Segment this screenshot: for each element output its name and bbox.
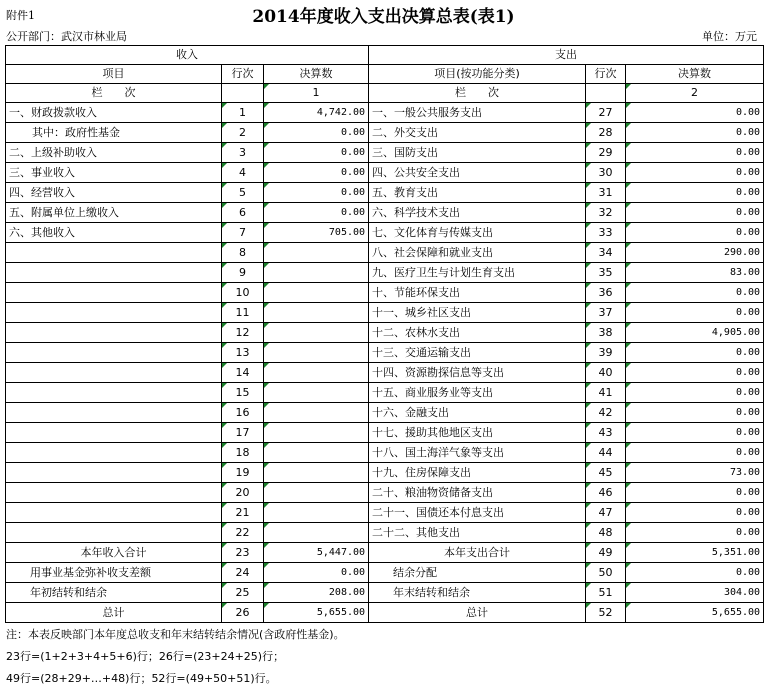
summary-row	[6, 543, 764, 563]
income-item-label	[6, 503, 222, 523]
page-title: 2014年度收入支出决算总表(表1)	[252, 7, 515, 27]
table-row	[6, 283, 764, 303]
expense-amount: 304.00	[626, 583, 764, 603]
expense-amount: 0.00	[626, 423, 764, 443]
income-amount: 0.00	[264, 143, 369, 163]
expense-item-label: 八、社会保障和就业支出	[369, 243, 586, 263]
table-row	[6, 363, 764, 383]
lanci-label: 栏 次	[6, 84, 222, 103]
income-item-label	[6, 403, 222, 423]
col-amount-header: 决算数	[264, 65, 369, 84]
income-item-label	[6, 303, 222, 323]
income-row-number: 16	[222, 403, 264, 423]
income-row-number: 12	[222, 323, 264, 343]
expense-item-label: 七、文化体育与传媒支出	[369, 223, 586, 243]
income-row-number: 26	[222, 603, 264, 623]
expense-item-label: 十一、城乡社区支出	[369, 303, 586, 323]
expense-amount: 290.00	[626, 243, 764, 263]
expense-item-label: 三、国防支出	[369, 143, 586, 163]
expense-item-label: 十五、商业服务业等支出	[369, 383, 586, 403]
expense-summary-label: 总计	[369, 603, 586, 623]
expense-amount: 0.00	[626, 503, 764, 523]
expense-item-label: 十七、援助其他地区支出	[369, 423, 586, 443]
expense-row-number: 50	[586, 563, 626, 583]
expense-amount: 5,655.00	[626, 603, 764, 623]
expense-item-label: 二、外交支出	[369, 123, 586, 143]
income-item-label	[6, 443, 222, 463]
expense-item-label: 一、一般公共服务支出	[369, 103, 586, 123]
expense-row-number: 39	[586, 343, 626, 363]
expense-item-label: 十八、国土海洋气象等支出	[369, 443, 586, 463]
expense-item-label: 六、科学技术支出	[369, 203, 586, 223]
expense-amount: 5,351.00	[626, 543, 764, 563]
income-amount	[264, 243, 369, 263]
income-row-number: 5	[222, 183, 264, 203]
income-item-label	[6, 383, 222, 403]
table-row	[6, 403, 764, 423]
income-row-number: 18	[222, 443, 264, 463]
income-amount	[264, 403, 369, 423]
expense-amount: 0.00	[626, 443, 764, 463]
table-row	[6, 223, 764, 243]
expense-amount: 0.00	[626, 523, 764, 543]
income-row-number: 20	[222, 483, 264, 503]
table-row	[6, 423, 764, 443]
expense-item-label: 九、医疗卫生与计划生育支出	[369, 263, 586, 283]
income-amount: 4,742.00	[264, 103, 369, 123]
income-row-number: 7	[222, 223, 264, 243]
col-item-header: 项目	[6, 65, 222, 84]
expense-item-label: 二十二、其他支出	[369, 523, 586, 543]
income-header: 收入	[6, 46, 369, 65]
col-amount-header-2: 决算数	[626, 65, 764, 84]
income-amount	[264, 463, 369, 483]
expense-item-label: 二十一、国债还本付息支出	[369, 503, 586, 523]
empty-cell	[586, 84, 626, 103]
expense-row-number: 35	[586, 263, 626, 283]
income-amount	[264, 323, 369, 343]
expense-amount: 0.00	[626, 163, 764, 183]
income-amount	[264, 343, 369, 363]
expense-row-number: 36	[586, 283, 626, 303]
income-amount: 705.00	[264, 223, 369, 243]
table-row	[6, 523, 764, 543]
expense-item-label: 十二、农林水支出	[369, 323, 586, 343]
lanci-label-2: 栏 次	[369, 84, 586, 103]
table-row	[6, 383, 764, 403]
income-item-label: 一、财政拨款收入	[6, 103, 222, 123]
expense-amount: 0.00	[626, 343, 764, 363]
expense-amount: 0.00	[626, 563, 764, 583]
income-item-label: 三、事业收入	[6, 163, 222, 183]
expense-row-number: 37	[586, 303, 626, 323]
income-amount	[264, 423, 369, 443]
department-label: 公开部门：武汉市林业局	[6, 30, 127, 43]
table-row	[6, 243, 764, 263]
expense-header: 支出	[369, 46, 764, 65]
col-row-header: 行次	[222, 65, 264, 84]
expense-item-label: 十六、金融支出	[369, 403, 586, 423]
expense-amount: 0.00	[626, 383, 764, 403]
expense-row-number: 40	[586, 363, 626, 383]
income-item-label	[6, 423, 222, 443]
table-row	[6, 303, 764, 323]
income-row-number: 19	[222, 463, 264, 483]
income-item-label	[6, 343, 222, 363]
income-item-label: 二、上级补助收入	[6, 143, 222, 163]
summary-row	[6, 603, 764, 623]
income-amount: 5,447.00	[264, 543, 369, 563]
expense-row-number: 42	[586, 403, 626, 423]
table-row	[6, 503, 764, 523]
income-row-number: 17	[222, 423, 264, 443]
expense-row-number: 41	[586, 383, 626, 403]
expense-amount: 0.00	[626, 143, 764, 163]
note-line-1: 注：本表反映部门本年度总收支和年末结转结余情况(含政府性基金)。	[6, 628, 345, 641]
income-item-label	[6, 283, 222, 303]
unit-label: 单位：万元	[702, 30, 757, 43]
income-summary-label: 年初结转和结余	[6, 583, 222, 603]
expense-row-number: 48	[586, 523, 626, 543]
expense-row-number: 28	[586, 123, 626, 143]
income-amount	[264, 443, 369, 463]
income-row-number: 8	[222, 243, 264, 263]
table-row	[6, 343, 764, 363]
income-item-label: 六、其他收入	[6, 223, 222, 243]
expense-row-number: 49	[586, 543, 626, 563]
col-index-income: 1	[264, 84, 369, 103]
expense-item-label: 五、教育支出	[369, 183, 586, 203]
column-header-row	[6, 65, 764, 84]
expense-item-label: 十九、住房保障支出	[369, 463, 586, 483]
table-row	[6, 183, 764, 203]
income-row-number: 22	[222, 523, 264, 543]
expense-amount: 0.00	[626, 483, 764, 503]
income-row-number: 24	[222, 563, 264, 583]
income-amount	[264, 503, 369, 523]
expense-item-label: 十、节能环保支出	[369, 283, 586, 303]
budget-table	[5, 45, 764, 623]
column-index-row	[6, 84, 764, 103]
income-summary-label: 本年收入合计	[6, 543, 222, 563]
income-amount: 5,655.00	[264, 603, 369, 623]
income-amount: 0.00	[264, 563, 369, 583]
expense-amount: 0.00	[626, 303, 764, 323]
income-row-number: 3	[222, 143, 264, 163]
table-row	[6, 143, 764, 163]
expense-item-label: 十三、交通运输支出	[369, 343, 586, 363]
income-item-label	[6, 483, 222, 503]
income-amount	[264, 363, 369, 383]
expense-row-number: 52	[586, 603, 626, 623]
table-row	[6, 163, 764, 183]
income-row-number: 1	[222, 103, 264, 123]
expense-amount: 83.00	[626, 263, 764, 283]
income-row-number: 15	[222, 383, 264, 403]
expense-row-number: 47	[586, 503, 626, 523]
annex-label: 附件1	[6, 9, 35, 22]
income-item-label: 其中：政府性基金	[6, 123, 222, 143]
income-row-number: 6	[222, 203, 264, 223]
note-line-3: 49行=(28+29+…+48)行；52行=(49+50+51)行。	[6, 672, 277, 685]
expense-amount: 0.00	[626, 403, 764, 423]
table-row	[6, 123, 764, 143]
table-row	[6, 483, 764, 503]
income-row-number: 23	[222, 543, 264, 563]
summary-row	[6, 583, 764, 603]
expense-item-label: 十四、资源勘探信息等支出	[369, 363, 586, 383]
expense-item-label: 四、公共安全支出	[369, 163, 586, 183]
table-row	[6, 463, 764, 483]
income-item-label	[6, 463, 222, 483]
expense-amount: 0.00	[626, 203, 764, 223]
expense-row-number: 44	[586, 443, 626, 463]
table-row	[6, 203, 764, 223]
income-row-number: 25	[222, 583, 264, 603]
expense-amount: 0.00	[626, 183, 764, 203]
expense-amount: 0.00	[626, 363, 764, 383]
expense-row-number: 45	[586, 463, 626, 483]
income-summary-label: 用事业基金弥补收支差额	[6, 563, 222, 583]
income-row-number: 10	[222, 283, 264, 303]
expense-row-number: 32	[586, 203, 626, 223]
income-item-label	[6, 363, 222, 383]
summary-row	[6, 563, 764, 583]
expense-row-number: 33	[586, 223, 626, 243]
note-line-2: 23行=(1+2+3+4+5+6)行；26行=(23+24+25)行；	[6, 650, 285, 663]
income-amount	[264, 483, 369, 503]
income-row-number: 13	[222, 343, 264, 363]
section-header-row	[6, 46, 764, 65]
income-item-label: 四、经营收入	[6, 183, 222, 203]
col-row-header-2: 行次	[586, 65, 626, 84]
income-item-label	[6, 263, 222, 283]
col-index-expense: 2	[626, 84, 764, 103]
income-item-label: 五、附属单位上缴收入	[6, 203, 222, 223]
expense-summary-label: 年末结转和结余	[369, 583, 586, 603]
expense-summary-label: 结余分配	[369, 563, 586, 583]
expense-amount: 0.00	[626, 103, 764, 123]
income-amount: 0.00	[264, 163, 369, 183]
income-row-number: 21	[222, 503, 264, 523]
expense-row-number: 38	[586, 323, 626, 343]
income-amount	[264, 303, 369, 323]
income-row-number: 14	[222, 363, 264, 383]
income-amount: 208.00	[264, 583, 369, 603]
income-summary-label: 总计	[6, 603, 222, 623]
expense-row-number: 34	[586, 243, 626, 263]
income-item-label	[6, 523, 222, 543]
income-row-number: 2	[222, 123, 264, 143]
income-amount	[264, 523, 369, 543]
expense-row-number: 46	[586, 483, 626, 503]
expense-row-number: 31	[586, 183, 626, 203]
income-amount	[264, 283, 369, 303]
income-amount	[264, 383, 369, 403]
table-row	[6, 103, 764, 123]
income-item-label	[6, 323, 222, 343]
income-amount: 0.00	[264, 203, 369, 223]
income-row-number: 11	[222, 303, 264, 323]
expense-item-label: 二十、粮油物资储备支出	[369, 483, 586, 503]
expense-summary-label: 本年支出合计	[369, 543, 586, 563]
expense-row-number: 51	[586, 583, 626, 603]
expense-row-number: 43	[586, 423, 626, 443]
table-row	[6, 323, 764, 343]
income-item-label	[6, 243, 222, 263]
expense-amount: 73.00	[626, 463, 764, 483]
income-amount	[264, 263, 369, 283]
expense-amount: 0.00	[626, 283, 764, 303]
empty-cell	[222, 84, 264, 103]
col-item-func-header: 项目(按功能分类)	[369, 65, 586, 84]
income-row-number: 4	[222, 163, 264, 183]
income-amount: 0.00	[264, 123, 369, 143]
income-row-number: 9	[222, 263, 264, 283]
expense-row-number: 30	[586, 163, 626, 183]
table-row	[6, 263, 764, 283]
expense-row-number: 27	[586, 103, 626, 123]
expense-amount: 0.00	[626, 223, 764, 243]
expense-amount: 0.00	[626, 123, 764, 143]
expense-row-number: 29	[586, 143, 626, 163]
income-amount: 0.00	[264, 183, 369, 203]
expense-amount: 4,905.00	[626, 323, 764, 343]
table-row	[6, 443, 764, 463]
